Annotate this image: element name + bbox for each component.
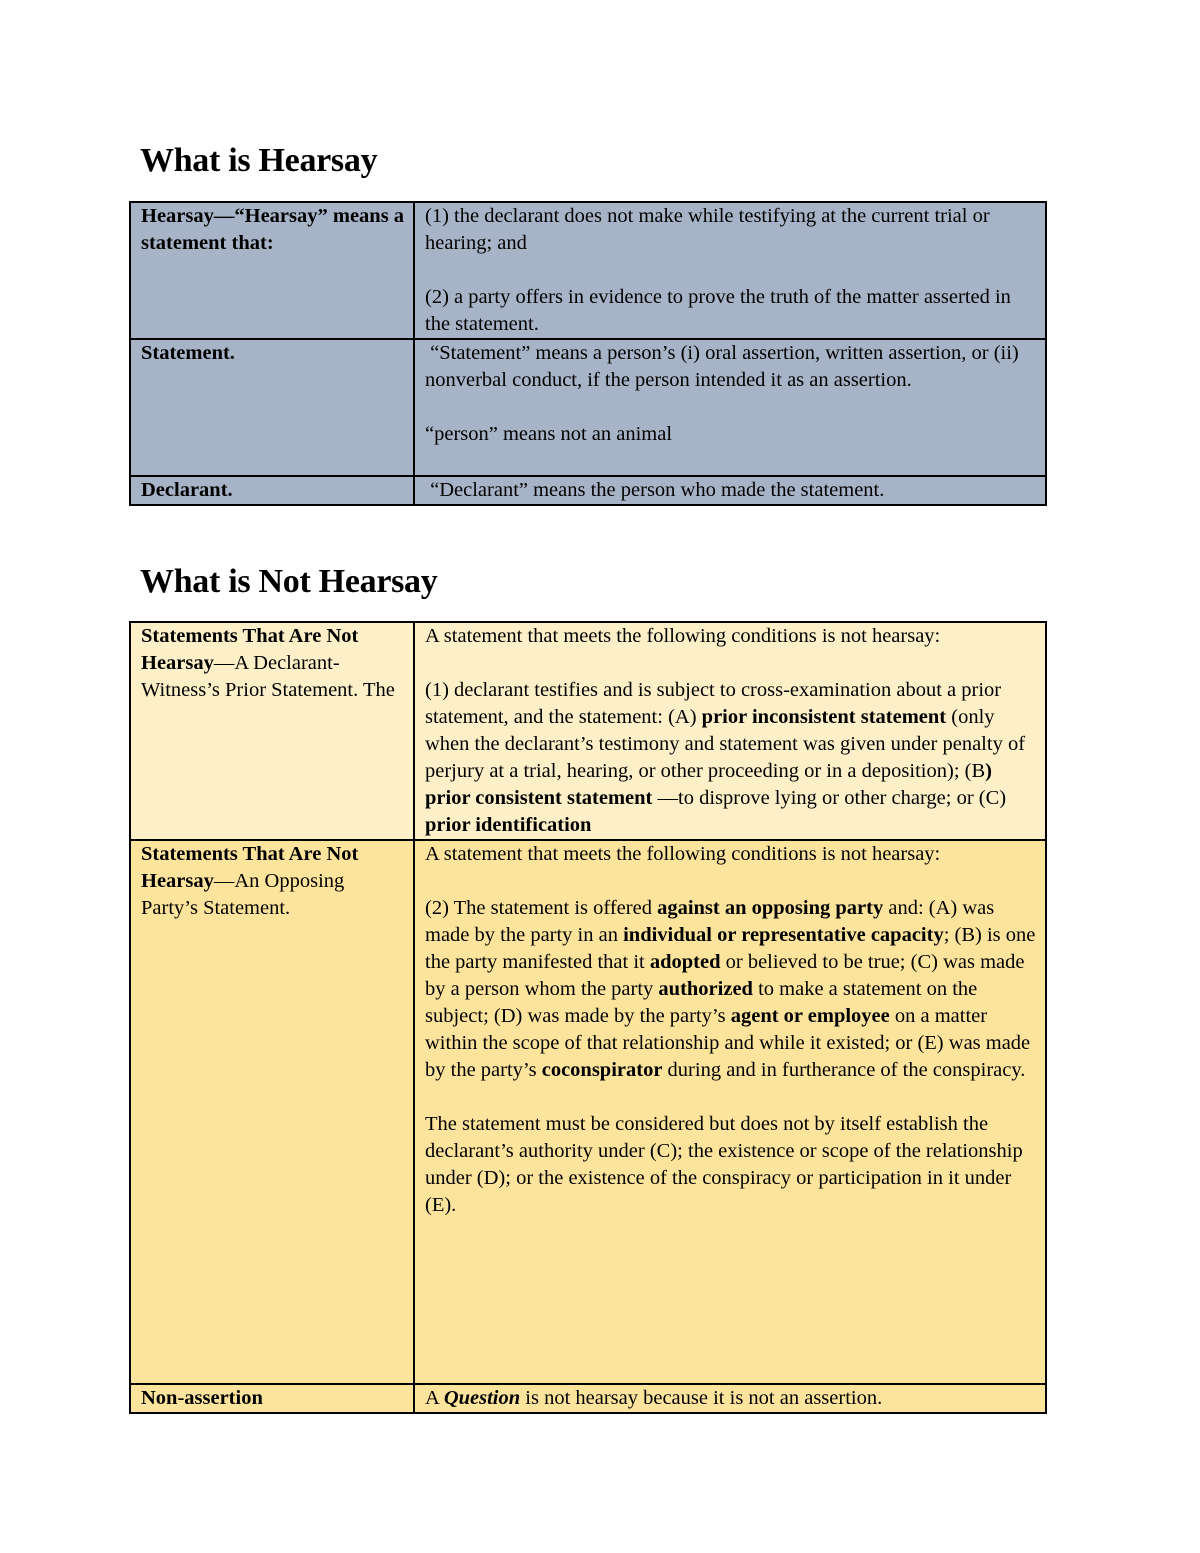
term-rest: —A Declarant-Witness’s Prior Statement. The — [141, 652, 395, 701]
definition-cell — [414, 622, 1046, 840]
text-run-bold: against an opposing party — [657, 897, 884, 919]
table-row — [130, 840, 1046, 1384]
term-cell: Statement. — [130, 339, 414, 476]
text-run: (2) The statement is offered — [425, 897, 658, 919]
term-cell: Declarant. — [130, 476, 414, 505]
term-cell — [130, 840, 414, 1384]
closing-paragraph: The statement must be considered but does not by itself establish the declarant’s authority under (C); the existence or scope of the relationship under (D); or the existence of the conspiracy or participation in it under (E). — [425, 1113, 1023, 1216]
text-run-bold-italic: Question — [443, 1387, 521, 1409]
definition-cell — [414, 339, 1046, 476]
table-row — [130, 622, 1046, 840]
definition-cell — [414, 1384, 1046, 1413]
text-run-bold: prior identification — [425, 814, 592, 836]
text-run: and: (A) was made by the party in an — [425, 897, 995, 946]
definition-cell — [414, 202, 1046, 339]
term-cell — [130, 622, 414, 840]
definition-paragraph: (1) the declarant does not make while testifying at the current trial or hearing; and — [425, 205, 990, 254]
text-run-bold: coconspirator — [541, 1059, 663, 1081]
text-run: (1) declarant testifies and is subject to cross-examination about a prior statement, and the statement: (A) — [425, 679, 1002, 728]
text-run-bold: prior inconsistent statement — [701, 706, 947, 728]
table-row — [130, 202, 1046, 339]
table-row — [130, 1384, 1046, 1413]
section-title-what-is-hearsay: What is Hearsay — [140, 142, 378, 179]
definition-paragraph: “person” means not an animal — [425, 423, 673, 445]
text-run: or believed to be true; (C) was made by a person whom the party — [425, 951, 1025, 1000]
term-rest: —An Opposing Party’s Statement. — [141, 870, 345, 919]
text-run-bold: ) prior consistent statement — [425, 760, 992, 809]
table-row — [130, 339, 1046, 476]
intro-paragraph: A statement that meets the following conditions is not hearsay: — [425, 843, 941, 865]
rule-paragraph — [425, 895, 1037, 1084]
text-run: is not hearsay because it is not an assertion. — [520, 1387, 883, 1409]
definition-cell — [414, 840, 1046, 1384]
text-run-bold: agent or employee — [730, 1005, 890, 1027]
text-run-bold: individual or representative capacity — [623, 924, 944, 946]
text-run: ; (B) is one the party manifested that it — [425, 924, 1036, 973]
definition-paragraph: (2) a party offers in evidence to prove the truth of the matter asserted in the statement. — [425, 286, 1011, 335]
text-run: —to disprove lying or other charge; or (C) — [657, 787, 1007, 809]
rule-paragraph — [425, 677, 1037, 839]
text-run: during and in furtherance of the conspiracy. — [662, 1059, 1026, 1081]
text-run-bold: authorized — [658, 978, 753, 1000]
definition-paragraph: “Statement” means a person’s (i) oral assertion, written assertion, or (ii) nonverbal conduct, if the person intended it as an assertion. — [425, 342, 1024, 391]
term-cell: Hearsay—“Hearsay” means a statement that: — [130, 202, 414, 339]
text-run: on a matter within the scope of that relationship and while it existed; or (E) was made by the party’s — [425, 1005, 1031, 1081]
text-run: A — [425, 1387, 444, 1409]
definition-paragraph: “Declarant” means the person who made the statement. — [425, 479, 885, 501]
definition-cell — [414, 476, 1046, 505]
table-row — [130, 476, 1046, 505]
term-bold: Statements That Are Not Hearsay — [141, 625, 359, 674]
term-cell: Non-assertion — [130, 1384, 414, 1413]
hearsay-definition-table — [129, 201, 1047, 506]
intro-paragraph: A statement that meets the following conditions is not hearsay: — [425, 625, 941, 647]
section-title-what-is-not-hearsay: What is Not Hearsay — [140, 563, 438, 600]
text-run-bold: adopted — [649, 951, 721, 973]
text-run: to make a statement on the subject; (D) was made by the party’s — [425, 978, 978, 1027]
not-hearsay-table — [129, 621, 1047, 1414]
text-run: (only when the declarant’s testimony and statement was given under penalty of perjury at a trial, hearing, or other proceeding or in a deposition); (B — [425, 706, 1026, 782]
term-bold: Statements That Are Not Hearsay — [141, 843, 359, 892]
